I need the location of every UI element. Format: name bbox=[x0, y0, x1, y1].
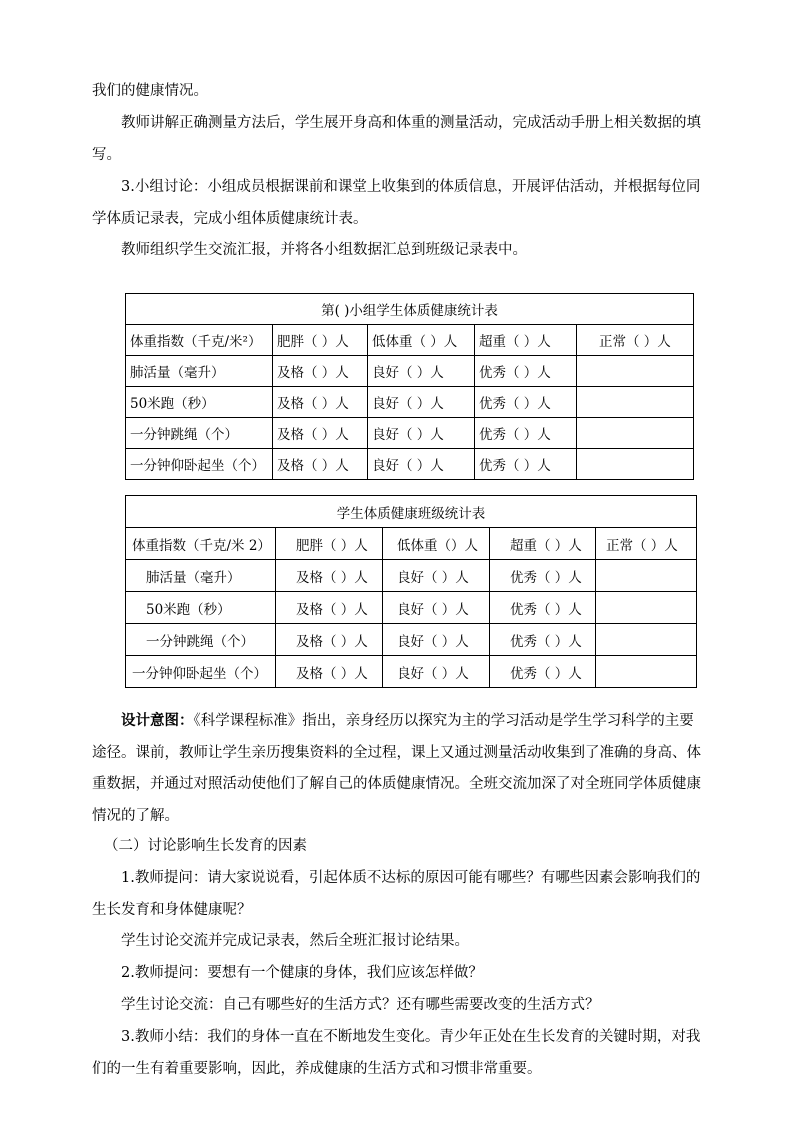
table-row bbox=[126, 387, 694, 418]
table-cell: 及格（ ）人 bbox=[276, 656, 383, 688]
table-cell: 良好（ ）人 bbox=[383, 560, 490, 592]
table-cell: 50米跑（秒） bbox=[126, 592, 276, 624]
table-cell: 低体重（）人 bbox=[383, 528, 490, 560]
paragraph-discussion-2: 学生讨论交流：自己有哪些好的生活方式？还有哪些需要改变的生活方式？ bbox=[121, 997, 600, 1013]
paragraph-summary: 3.教师小结：我们的身体一直在不断地发生变化。青少年正处在生长发育的关键时期，对我们的一生有着重要影响，因此，养成健康的生活方式和习惯非常重要。 bbox=[92, 1029, 701, 1077]
table-cell: 及格（ ）人 bbox=[273, 418, 368, 449]
table-cell: 优秀（ ）人 bbox=[475, 356, 577, 387]
paragraph-design-intent bbox=[92, 705, 704, 832]
table-cell: 及格（ ）人 bbox=[276, 624, 383, 656]
table-cell: 良好（ ）人 bbox=[383, 624, 490, 656]
table-cell: 优秀（ ）人 bbox=[490, 656, 596, 688]
table-cell: 优秀（ ）人 bbox=[490, 560, 596, 592]
table-title: 第( )小组学生体质健康统计表 bbox=[126, 294, 694, 325]
paragraph-group-discussion: 3.小组讨论：小组成员根据课前和课堂上收集到的体质信息，开展评估活动，并根据每位同学体质记录表，完成小组体质健康统计表。 bbox=[92, 179, 701, 227]
table-cell: 一分钟仰卧起坐（个） bbox=[126, 656, 276, 688]
table-cell: 正常（ ）人 bbox=[596, 528, 697, 560]
table-cell: 一分钟跳绳（个） bbox=[126, 624, 276, 656]
paragraph-question-1: 1.教师提问：请大家说说看，引起体质不达标的原因可能有哪些？有哪些因素会影响我们的生长发育和身体健康呢？ bbox=[92, 870, 701, 918]
table-cell bbox=[577, 418, 694, 449]
table-cell: 及格（ ）人 bbox=[273, 387, 368, 418]
table-cell: 及格（ ）人 bbox=[276, 592, 383, 624]
table-cell: 低体重（ ）人 bbox=[368, 325, 475, 356]
table-cell: 超重（ ）人 bbox=[490, 528, 596, 560]
paragraph-continuation: 我们的健康情况。 bbox=[92, 83, 208, 99]
table-cell: 优秀（ ）人 bbox=[475, 387, 577, 418]
table-cell bbox=[596, 656, 697, 688]
table-row bbox=[126, 528, 697, 560]
class-stats-table bbox=[125, 495, 697, 688]
table-cell: 肺活量（毫升） bbox=[126, 560, 276, 592]
table-cell: 良好（ ）人 bbox=[368, 418, 475, 449]
table-row bbox=[126, 418, 694, 449]
table-cell bbox=[596, 560, 697, 592]
table-row bbox=[126, 592, 697, 624]
table-cell: 超重（ ）人 bbox=[475, 325, 577, 356]
table-cell: 一分钟仰卧起坐（个） bbox=[126, 449, 273, 480]
table-title: 学生体质健康班级统计表 bbox=[126, 496, 697, 528]
table-cell bbox=[596, 624, 697, 656]
table-row bbox=[126, 325, 694, 356]
design-intent-text: 《科学课程标准》指出，亲身经历以探究为主的学习活动是学生学习科学的主要途径。课前，教师让学生亲历搜集资料的全过程，课上又通过测量活动收集到了准确的身高、体重数据，并通过对照活动使他们了解自己的体质健康情况。全班交流加深了对全班同学体质健康情况的了解。 bbox=[92, 713, 701, 824]
table-cell: 良好（ ）人 bbox=[368, 387, 475, 418]
paragraph-measurement: 教师讲解正确测量方法后，学生展开身高和体重的测量活动，完成活动手册上相关数据的填写。 bbox=[92, 115, 701, 163]
table-cell: 一分钟跳绳（个） bbox=[126, 418, 273, 449]
table-cell: 50米跑（秒） bbox=[126, 387, 273, 418]
table-cell: 及格（ ）人 bbox=[276, 560, 383, 592]
group-stats-table bbox=[125, 293, 694, 480]
table-row bbox=[126, 656, 697, 688]
table-cell: 肥胖（ ）人 bbox=[276, 528, 383, 560]
table-cell: 良好（ ）人 bbox=[383, 656, 490, 688]
table-row bbox=[126, 624, 697, 656]
design-intent-label: 设计意图： bbox=[121, 712, 194, 729]
table-cell bbox=[577, 356, 694, 387]
paragraph-report: 教师组织学生交流汇报，并将各小组数据汇总到班级记录表中。 bbox=[121, 242, 527, 258]
table-cell: 正常（ ）人 bbox=[577, 325, 694, 356]
table-cell: 肺活量（毫升） bbox=[126, 356, 273, 387]
table-cell bbox=[577, 449, 694, 480]
table-row bbox=[126, 449, 694, 480]
table-cell: 体重指数（千克/米²） bbox=[126, 325, 273, 356]
table-cell: 优秀（ ）人 bbox=[475, 418, 577, 449]
table-cell: 良好（ ）人 bbox=[383, 592, 490, 624]
table-cell: 优秀（ ）人 bbox=[490, 624, 596, 656]
table-cell: 及格（ ）人 bbox=[273, 356, 368, 387]
table-cell: 良好（ ）人 bbox=[368, 356, 475, 387]
table-cell: 优秀（ ）人 bbox=[490, 592, 596, 624]
table-cell: 体重指数（千克/米 2） bbox=[126, 528, 276, 560]
table-row bbox=[126, 356, 694, 387]
table-cell bbox=[596, 592, 697, 624]
paragraph-question-2: 2.教师提问：要想有一个健康的身体，我们应该怎样做？ bbox=[121, 965, 483, 981]
table-cell: 优秀（ ）人 bbox=[475, 449, 577, 480]
table-cell bbox=[577, 387, 694, 418]
table-row bbox=[126, 560, 697, 592]
table-cell: 及格（ ）人 bbox=[273, 449, 368, 480]
section-heading: （二）讨论影响生长发育的因素 bbox=[104, 838, 307, 854]
paragraph-discussion-1: 学生讨论交流并完成记录表，然后全班汇报讨论结果。 bbox=[121, 933, 469, 949]
table-cell: 肥胖（ ）人 bbox=[273, 325, 368, 356]
table-cell: 良好（ ）人 bbox=[368, 449, 475, 480]
